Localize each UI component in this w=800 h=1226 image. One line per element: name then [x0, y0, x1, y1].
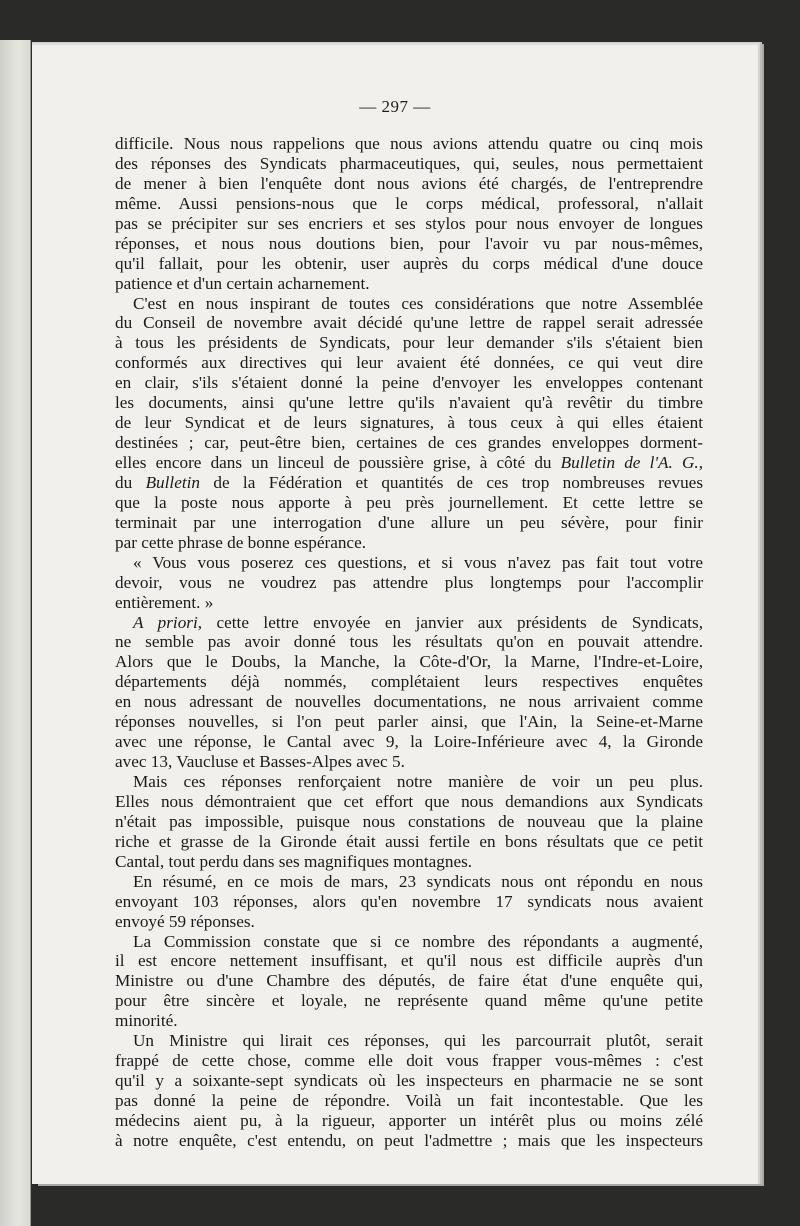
text-line: à notre enquête, c'est entendu, on peut l'admettre ; mais que les inspecteurs [115, 1130, 703, 1150]
text-line: pour être sincère et loyale, ne représente quand même qu'une petite [115, 991, 703, 1011]
text-line: réponses nouvelles, si l'on peut parler ainsi, que l'Ain, la Seine-et-Marne [115, 712, 703, 732]
text-line: médecins aient pu, à la rigueur, apporter un intérêt plus ou moins zélé [115, 1110, 703, 1130]
text-line: les documents, ainsi qu'une lettre qu'ils n'avaient qu'à revêtir du timbre [115, 393, 703, 413]
text-line: des réponses des Syndicats pharmaceutiques, qui, seules, nous permettaient [115, 153, 703, 173]
page-top-shadow [32, 42, 758, 46]
text-line: avec une réponse, le Cantal avec 9, la Loire-Inférieure avec 4, la Gironde [115, 732, 703, 752]
text-line: C'est en nous inspirant de toutes ces considérations que notre Assemblée [133, 293, 703, 313]
text-line: pas se précipiter sur ses encriers et ses stylos pour nous envoyer de longues [115, 213, 703, 233]
left-page-edge [0, 40, 31, 1226]
text-line: elles encore dans un linceul de poussière grise, à côté du Bulletin de l'A. G., [115, 453, 703, 472]
text-line: Elles nous démontraient que cet effort que nous demandions aux Syndicats [115, 791, 703, 811]
text-line: Cantal, tout perdu dans ses magnifiques montagnes. [115, 851, 473, 871]
text-line: que la poste nous apporte à peu près journellement. Et cette lettre se [115, 492, 703, 512]
text-line: Mais ces réponses renforçaient notre manière de voir un peu plus. [133, 772, 703, 791]
text-line: A priori, cette lettre envoyée en janvier aux présidents de Syndicats, [133, 612, 703, 632]
text-line: même. Aussi pensions-nous que le corps médical, professoral, n'allait [115, 193, 703, 213]
text-line: du Bulletin de la Fédération et quantités de ces trop nombreuses revues [115, 472, 704, 492]
text-line: il est encore nettement insuffisant, et qu'il nous est difficile auprès d'un [115, 951, 703, 971]
text-line: riche et grasse de la Gironde était aussi fertile en bons résultats que ce petit [115, 831, 703, 851]
text-line: en clair, s'ils s'étaient donné la peine d'envoyer les enveloppes contenant [115, 373, 703, 393]
document-page [32, 42, 758, 1184]
text-line: Un Ministre qui lirait ces réponses, qui les parcourrait plutôt, serait [133, 1031, 703, 1051]
text-line: réponses, et nous nous doutions bien, pour l'avoir vu par nous-mêmes, [115, 233, 703, 253]
text-line: La Commission constate que si ce nombre des répondants a augmenté, [133, 931, 703, 951]
text-line: envoyant 103 réponses, alors qu'en novembre 17 syndicats nous avaient [115, 891, 703, 911]
text-line: difficile. Nous nous rappelions que nous avions attendu quatre ou cinq mois [115, 134, 703, 153]
page-edge-stack [758, 48, 764, 1184]
text-line: Alors que le Doubs, la Manche, la Côte-d'Or, la Marne, l'Indre-et-Loire, [115, 652, 703, 672]
text-line: par cette phrase de bonne espérance. [115, 532, 366, 552]
text-line: avec 13, Vaucluse et Basses-Alpes avec 5. [115, 752, 405, 772]
text-line: « Vous vous poserez ces questions, et si vous n'avez pas fait tout votre [133, 552, 703, 572]
text-line: destinées ; car, peut-être bien, certaines de ces grandes enveloppes dorment- [115, 433, 703, 453]
text-line: ne semble pas avoir donné tous les résultats qu'on en pouvait attendre. [115, 632, 703, 652]
text-line: frappé de cette chose, comme elle doit vous frapper vous-mêmes : c'est [115, 1051, 703, 1071]
text-line: de mener à bien l'enquête dont nous avions été chargés, de l'entreprendre [115, 173, 703, 193]
text-line: patience et d'un certain acharnement. [115, 273, 370, 293]
text-line: En résumé, en ce mois de mars, 23 syndicats nous ont répondu en nous [133, 871, 703, 891]
text-line: du Conseil de novembre avait décidé qu'une lettre de rappel serait adressée [115, 313, 703, 333]
text-line: à tous les présidents de Syndicats, pour leur demander s'ils s'étaient bien [115, 333, 703, 353]
text-line: n'était pas impossible, puisque nous constations de nouveau que la plaine [115, 811, 703, 831]
text-line: pas donné la peine de répondre. Voilà un fait incontestable. Que les [115, 1091, 703, 1110]
text-line: qu'il fallait, pour les obtenir, user auprès du corps médical d'une douce [115, 253, 703, 273]
text-line: Ministre ou d'une Chambre des députés, de faire état d'une enquête qui, [115, 971, 703, 991]
text-line: envoyé 59 réponses. [115, 911, 255, 931]
text-line: devoir, vous ne voudrez pas attendre plus longtemps pour l'accomplir [115, 572, 703, 592]
text-line: de leur Syndicat et de leurs signatures, à tous ceux à qui elles étaient [115, 413, 703, 433]
body-text [115, 134, 703, 1151]
text-line: en nous adressant de nouvelles documentations, ne nous arrivaient comme [115, 692, 703, 712]
text-line: terminait par une interrogation d'une allure un peu sévère, pour finir [115, 512, 703, 532]
page-number: — 297 — [359, 97, 431, 116]
text-line: entièrement. » [115, 592, 214, 612]
text-line: départements déjà nommés, complétaient leurs respectives enquêtes [115, 672, 703, 692]
text-line: minorité. [115, 1011, 178, 1031]
text-line: qu'il y a soixante-sept syndicats où les inspecteurs en pharmacie ne se sont [115, 1071, 703, 1091]
text-line: conformés aux directives qui leur avaient été données, ce qui veut dire [115, 353, 703, 373]
